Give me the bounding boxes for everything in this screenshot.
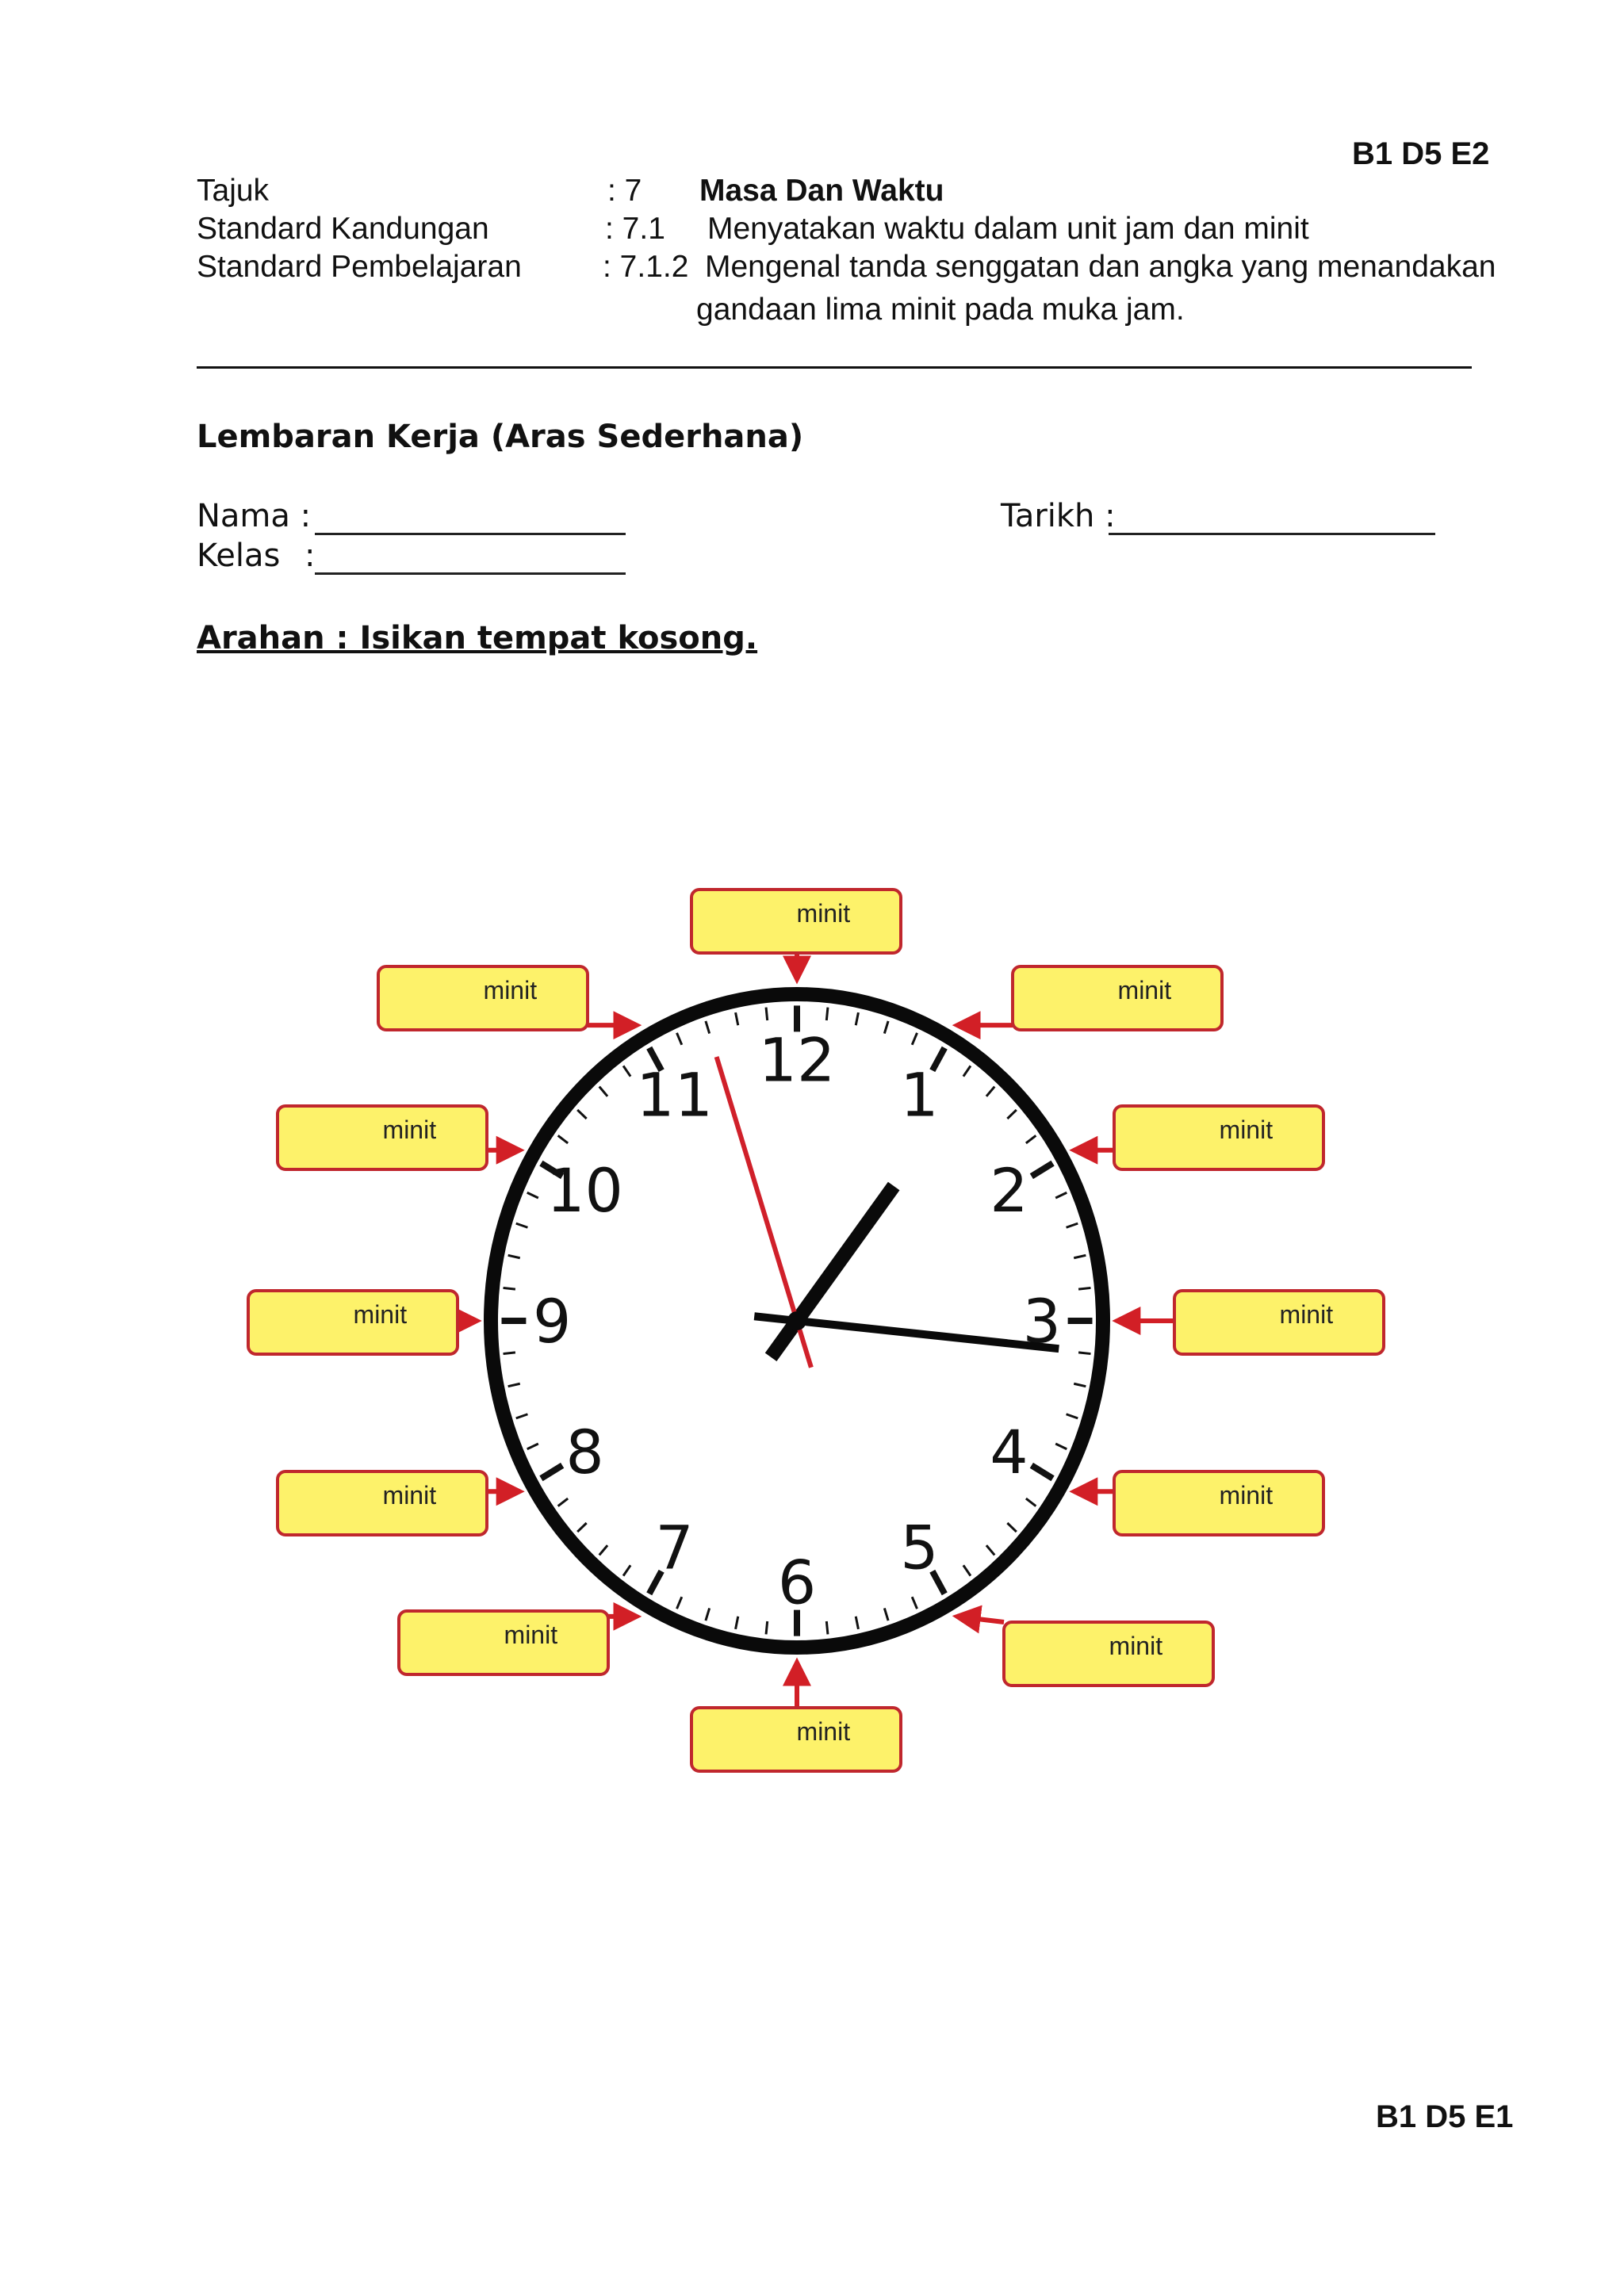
clock-numeral: 6 (777, 1547, 817, 1618)
header-text-standard-kandungan: Menyatakan waktu dalam unit jam dan minit (707, 212, 1309, 246)
header-label-standard-pembelajaran: Standard Pembelajaran (197, 250, 522, 284)
instruction: Arahan : Isikan tempat kosong. (197, 620, 758, 656)
clock-numeral: 4 (990, 1416, 1028, 1487)
minit-label: minit (796, 1717, 851, 1746)
minit-label: minit (1279, 1300, 1334, 1329)
header-code-tajuk: : 7 (607, 174, 642, 208)
clock-numeral: 3 (1022, 1286, 1061, 1357)
label-arrow (957, 1617, 1004, 1622)
minit-label: minit (796, 899, 851, 928)
header-text-standard-pembelajaran: Mengenal tanda senggatan dan angka yang menandakan (705, 250, 1496, 284)
header-continuation: gandaan lima minit pada muka jam. (696, 293, 1185, 327)
clock-numeral: 1 (900, 1059, 939, 1131)
clock-numeral: 12 (758, 1024, 836, 1096)
clock-numeral: 11 (636, 1059, 713, 1131)
minit-label: minit (353, 1300, 408, 1329)
clock-numeral: 7 (655, 1512, 694, 1583)
clock-numeral: 2 (990, 1155, 1028, 1226)
minit-label: minit (1117, 976, 1172, 1004)
minit-label: minit (483, 976, 538, 1004)
clock-center (787, 1311, 806, 1330)
nama-label: Nama : (197, 498, 312, 534)
page-code-top: B1 D5 E2 (1352, 136, 1490, 171)
minit-label: minit (1109, 1632, 1163, 1660)
minit-label: minit (382, 1481, 437, 1510)
clock-numeral: 10 (546, 1155, 623, 1226)
header-code-standard-kandungan: : 7.1 (605, 212, 665, 246)
minit-label: minit (1219, 1115, 1274, 1144)
header-code-standard-pembelajaran: : 7.1.2 (603, 250, 689, 284)
clock-numeral: 8 (565, 1416, 604, 1487)
minit-label: minit (504, 1621, 558, 1649)
clock-numeral: 9 (533, 1286, 572, 1357)
minute-tick (1078, 1353, 1090, 1354)
minute-tick (504, 1288, 515, 1289)
kelas-label: Kelas (197, 538, 281, 574)
header-text-tajuk: Masa Dan Waktu (699, 174, 944, 208)
header-label-tajuk: Tajuk (197, 174, 270, 208)
minit-label: minit (1219, 1481, 1274, 1510)
minute-tick (504, 1353, 515, 1354)
tarikh-label: Tarikh : (1001, 498, 1116, 534)
minute-tick (826, 1621, 828, 1634)
minute-tick (1078, 1288, 1090, 1289)
clock-numeral: 5 (900, 1512, 939, 1583)
worksheet-title: Lembaran Kerja (Aras Sederhana) (197, 419, 804, 455)
page-code-bottom: B1 D5 E1 (1376, 2099, 1514, 2134)
minit-label: minit (382, 1115, 437, 1144)
minute-tick (826, 1008, 828, 1020)
minute-tick (766, 1008, 768, 1020)
header-label-standard-kandungan: Standard Kandungan (197, 212, 489, 246)
minute-tick (766, 1621, 768, 1634)
kelas-colon: : (304, 538, 316, 574)
